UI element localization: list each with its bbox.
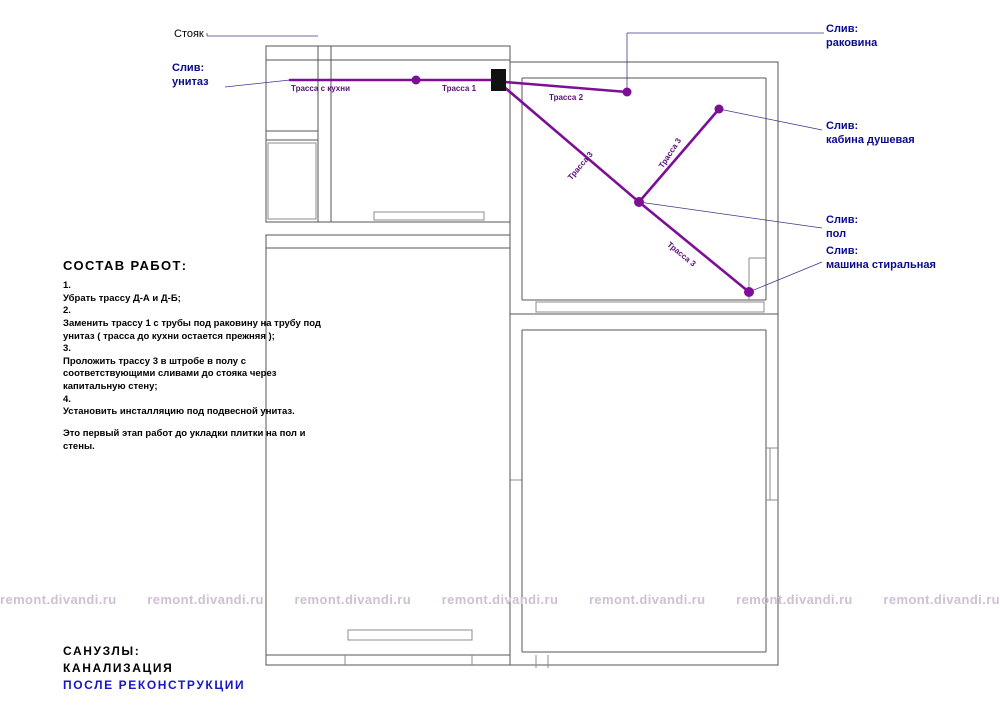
watermark-text: remont.divandi.ru <box>588 591 706 607</box>
works-line: Убрать трассу Д-А и Д-Б; <box>63 292 181 304</box>
label-trassa-3-washer: Трасса 3 <box>665 240 698 269</box>
label-sliv-rakovina-line1: Слив: <box>826 23 859 35</box>
label-sliv-pol-line1: Слив: <box>826 214 859 226</box>
watermark-text: remont.divandi.ru <box>441 591 559 607</box>
label-sliv-mashina-line2: машина стиральная <box>826 259 936 271</box>
works-line: Заменить трассу 1 с трубы под раковину на трубу под <box>63 317 321 329</box>
node-sink-drain <box>623 88 632 97</box>
sheet-title-line3: ПОСЛЕ РЕКОНСТРУКЦИИ <box>63 678 246 693</box>
leader-sliv-unitaz <box>225 80 290 87</box>
drain-nodes <box>412 76 755 298</box>
leader-sliv-mashina <box>749 262 822 292</box>
label-stoyak: Стояк <box>174 28 204 40</box>
label-trassa-3-main: Трасса 3 <box>566 149 595 182</box>
works-line: капитальную стену; <box>63 381 158 392</box>
label-sliv-dushevaya-line2: кабина душевая <box>826 134 915 146</box>
watermark-text: remont.divandi.ru <box>883 591 1000 607</box>
works-line: Установить инсталляцию под подвесной унитаз. <box>63 406 295 418</box>
label-sliv-unitaz-line1: Слив: <box>172 62 205 74</box>
label-trassa-2: Трасса 2 <box>549 93 584 102</box>
node-washer-drain <box>744 287 754 297</box>
label-sliv-unitaz-line2: унитаз <box>172 76 209 88</box>
watermark-text: remont.divandi.ru <box>147 591 264 607</box>
leader-sliv-dushevaya <box>719 109 822 130</box>
works-line: соответствующими сливами до стояка через <box>63 368 277 380</box>
sheet-title-line1: САНУЗЛЫ: <box>63 644 141 658</box>
watermark-text: remont.divandi.ru <box>294 591 412 607</box>
label-trassa-3-shower: Трасса 3 <box>657 136 684 170</box>
node-shower-drain <box>715 105 724 114</box>
watermark-text: remont.divandi.ru <box>0 591 117 607</box>
sheet-title <box>63 643 245 694</box>
works-line: Проложить трассу 3 в штробе в полу с <box>63 355 246 367</box>
pipe-trassa-3-shower <box>639 109 719 202</box>
node-floor-drain <box>634 197 644 207</box>
sheet-title-line2: КАНАЛИЗАЦИЯ <box>63 661 174 676</box>
pipe-trassa-2 <box>505 82 627 92</box>
label-trassa-kuhni: Трасса с кухни <box>291 84 351 93</box>
works-note-line1: Это первый этап работ до укладки плитки на пол и <box>63 427 306 439</box>
node-junction-trassa1 <box>412 76 421 85</box>
label-sliv-mashina-line1: Слив: <box>826 245 859 257</box>
works-line: 4. <box>63 393 71 405</box>
label-sliv-dushevaya-line1: Слив: <box>826 120 859 132</box>
watermark-text: remont.divandi.ru <box>736 591 853 607</box>
label-sliv-pol-line2: пол <box>826 228 847 240</box>
works-line: унитаз ( трасса до кухни остается прежняя ); <box>63 330 275 342</box>
works-title: СОСТАВ РАБОТ: <box>63 258 188 273</box>
riser-block <box>491 69 506 91</box>
works-line: 1. <box>63 280 71 291</box>
pipe-trassa-3-main <box>503 86 639 202</box>
label-trassa-1: Трасса 1 <box>442 84 477 93</box>
label-sliv-rakovina-line2: раковина <box>826 37 878 49</box>
works-line: 3. <box>63 343 71 355</box>
works-list <box>63 258 383 453</box>
works-line: 2. <box>63 305 71 317</box>
leader-lines <box>207 33 824 292</box>
works-note-line2: стены. <box>63 440 95 452</box>
